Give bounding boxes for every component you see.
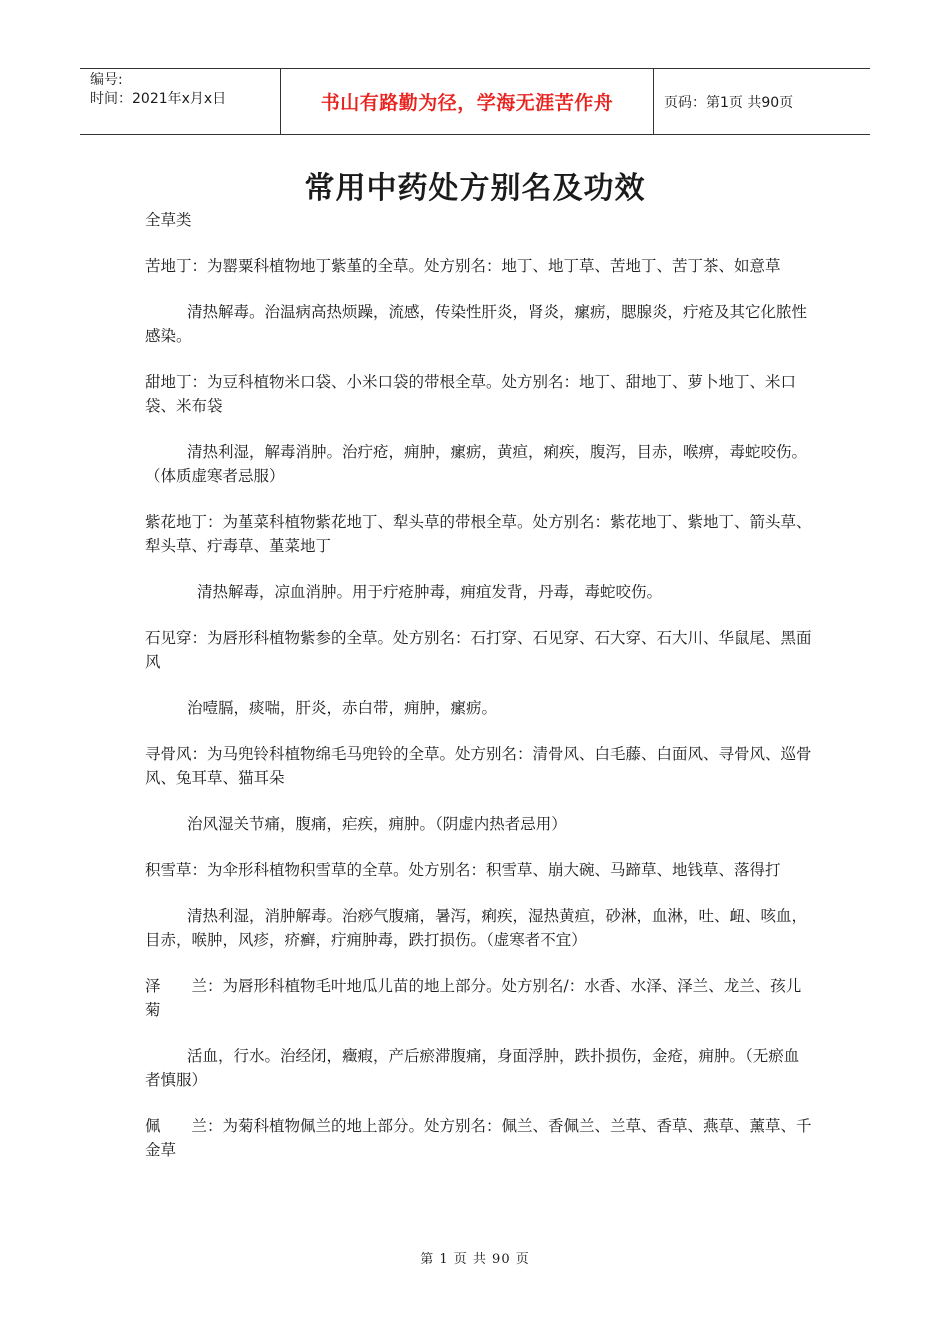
section-heading: 全草类: [145, 211, 192, 229]
document-title: 常用中药处方别名及功效: [304, 171, 646, 206]
document-time-label: 时间：2021年x月x日: [90, 91, 227, 107]
entry-description-kudiding: 清热解毒。治温病高热烦躁，流感，传染性肝炎，肾炎，瘰疬，腮腺炎，疔疮及其它化脓性感染。: [145, 303, 808, 345]
entry-heading-shijianchuan: 石见穿：为唇形科植物紫参的全草。处方别名：石打穿、石见穿、石大穿、石大川、华鼠尾、黑面风: [145, 629, 812, 671]
entry-heading-xungufeng: 寻骨风：为马兜铃科植物绵毛马兜铃的全草。处方别名：清骨风、白毛藤、白面风、寻骨风、巡骨风、兔耳草、猫耳朵: [145, 745, 812, 787]
document-body: [145, 208, 813, 1184]
entry-heading-jixuecao: 积雪草：为伞形科植物积雪草的全草。处方别名：积雪草、崩大碗、马蹄草、地钱草、落得打: [145, 861, 781, 879]
header-table: [80, 68, 870, 135]
document-number-label: 编号:: [90, 72, 123, 88]
entry-description-zelan: 活血，行水。治经闭，癥瘕，产后瘀滞腹痛，身面浮肿，跌扑损伤，金疮，痈肿。（无瘀血者慎服）: [145, 1047, 800, 1089]
entry-heading-zihuadiding: 紫花地丁：为堇菜科植物紫花地丁、犁头草的带根全草。处方别名：紫花地丁、紫地丁、箭头草、犁头草、疔毒草、堇菜地丁: [145, 513, 812, 555]
header-page-cell: [654, 69, 870, 134]
page-footer: 第 1 页 共 90 页: [420, 1252, 530, 1267]
entry-description-jixuecao: 清热利湿，消肿解毒。治痧气腹痛，暑泻，痢疾，湿热黄疸，砂淋，血淋，吐、衄、咳血，目赤，喉肿，风疹，疥癣，疔痈肿毒，跌打损伤。（虚寒者不宜）: [145, 907, 808, 949]
entry-heading-kudiding: 苦地丁：为罂粟科植物地丁紫堇的全草。处方别名：地丁、地丁草、苦地丁、苦丁茶、如意草: [145, 257, 781, 275]
header-page-info: 页码：第1页 共90页: [664, 94, 794, 111]
header-motto-cell: [281, 69, 654, 134]
entry-description-tiandiding: 清热利湿，解毒消肿。治疔疮，痈肿，瘰疬，黄疸，痢疾，腹泻，目赤，喉痹，毒蛇咬伤。（体质虚寒者忌服）: [145, 443, 808, 485]
entry-description-xungufeng: 治风湿关节痛，腹痛，疟疾，痈肿。（阴虚内热者忌用）: [187, 815, 567, 833]
entry-heading-peilan: 佩 兰：为菊科植物佩兰的地上部分。处方别名：佩兰、香佩兰、兰草、香草、燕草、薰草、千金草: [145, 1117, 812, 1159]
entry-heading-zelan: 泽 兰：为唇形科植物毛叶地瓜儿苗的地上部分。处方别名/：水香、水泽、泽兰、龙兰、孩儿菊: [145, 977, 802, 1019]
entry-heading-tiandiding: 甜地丁：为豆科植物米口袋、小米口袋的带根全草。处方别名：地丁、甜地丁、萝卜地丁、米口袋、米布袋: [145, 373, 797, 415]
entry-description-shijianchuan: 治噎膈，痰喘，肝炎，赤白带，痈肿，瘰疬。: [187, 699, 498, 717]
entry-description-zihuadiding: 清热解毒，凉血消肿。用于疔疮肿毒，痈疽发背，丹毒，毒蛇咬伤。: [197, 583, 663, 601]
header-motto: 书山有路勤为径，学海无涯苦作舟: [320, 92, 614, 114]
header-meta-cell: [80, 69, 281, 134]
